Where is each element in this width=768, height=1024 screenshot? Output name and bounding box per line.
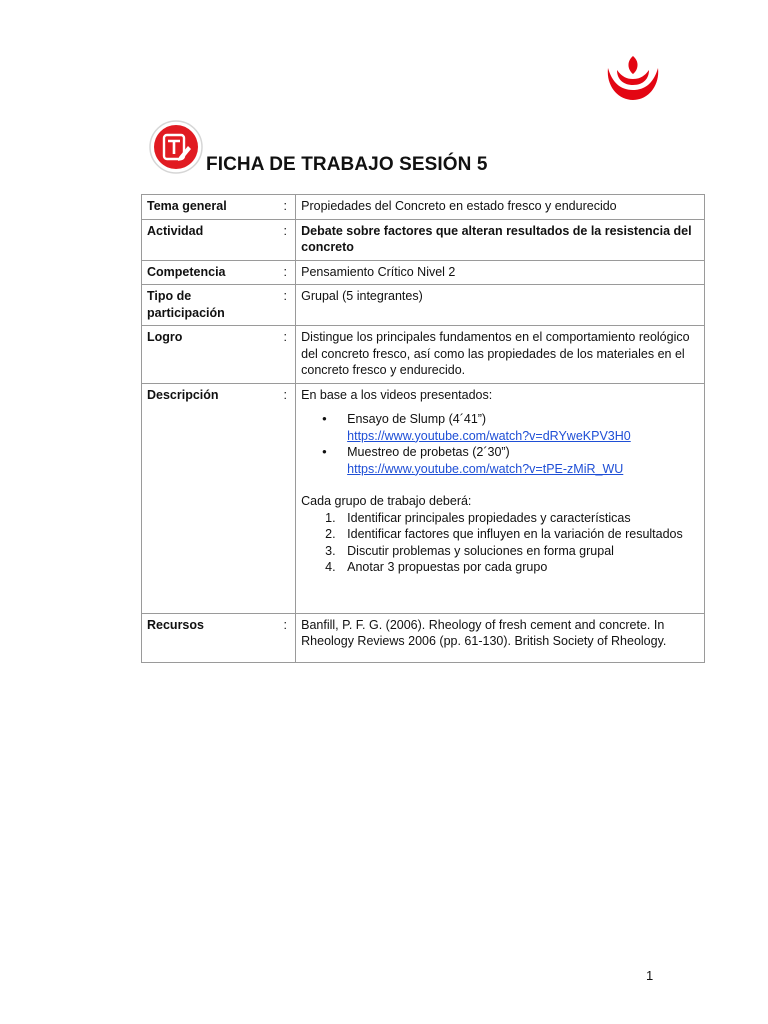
row-separator: : <box>275 260 295 285</box>
step-number: 1. <box>325 510 336 525</box>
video-title: • Muestreo de probetas (2´30”) <box>347 445 510 459</box>
row-value: Distingue los principales fundamentos en el comportamiento reológico del concreto fresco, así como las propiedades de los materiales en el concreto fresco y endurecido. <box>296 326 705 384</box>
row-value: Propiedades del Concreto en estado fresco y endurecido <box>296 195 705 220</box>
row-separator: : <box>275 613 295 662</box>
row-value: Debate sobre factores que alteran resultados de la resistencia del concreto <box>296 219 705 260</box>
list-item <box>325 543 699 560</box>
row-value: Banfill, P. F. G. (2006). Rheology of fresh cement and concrete. In Rheology Reviews 2006 (pp. 61-130). British Society of Rheology. <box>296 613 705 662</box>
list-item <box>325 526 699 543</box>
row-label: Tipo de participación <box>142 285 276 326</box>
row-value: Pensamiento Crítico Nivel 2 <box>296 260 705 285</box>
row-label: Descripción <box>142 383 276 613</box>
info-table <box>141 194 705 663</box>
step-text: Anotar 3 propuestas por cada grupo <box>347 560 548 574</box>
row-separator: : <box>275 219 295 260</box>
row-label: Competencia <box>142 260 276 285</box>
video-list <box>301 411 699 477</box>
table-row-tipo <box>142 285 705 326</box>
table-row-tema <box>142 195 705 220</box>
list-item <box>347 411 699 444</box>
row-separator: : <box>275 195 295 220</box>
row-separator: : <box>275 326 295 384</box>
video-link[interactable]: https://www.youtube.com/watch?v=tPE-zMiR_WU <box>347 461 624 476</box>
step-number: 3. <box>325 543 336 558</box>
group-intro: Cada grupo de trabajo deberá: <box>301 494 472 508</box>
video-title: • Ensayo de Slump (4´41”) <box>347 412 487 426</box>
description-cell <box>296 383 705 613</box>
table-row-actividad <box>142 219 705 260</box>
steps-list <box>301 510 699 576</box>
step-number: 4. <box>325 560 336 574</box>
table-row-competencia <box>142 260 705 285</box>
description-intro: En base a los videos presentados: <box>301 387 493 402</box>
step-number: 2. <box>325 527 336 541</box>
list-item <box>347 444 699 477</box>
step-text: Discutir problemas y soluciones en forma grupal <box>347 543 614 558</box>
row-value: Grupal (5 integrantes) <box>296 285 705 326</box>
upc-flame-logo-icon <box>604 52 662 104</box>
row-separator: : <box>275 383 295 613</box>
row-label: Tema general <box>142 195 276 220</box>
list-item <box>325 510 699 527</box>
step-text: Identificar principales propiedades y características <box>347 510 631 525</box>
row-separator: : <box>275 285 295 326</box>
row-label: Recursos <box>142 613 276 662</box>
list-item <box>325 559 699 576</box>
table-row-logro <box>142 326 705 384</box>
step-text: Identificar factores que influyen en la variación de resultados <box>347 527 683 541</box>
page-title: FICHA DE TRABAJO SESIÓN 5 <box>206 154 488 175</box>
row-label: Logro <box>142 326 276 384</box>
page-number: 1 <box>646 968 654 983</box>
video-link[interactable]: https://www.youtube.com/watch?v=dRYweKPV3H0 <box>347 428 631 443</box>
table-row-recursos <box>142 613 705 662</box>
table-row-descripcion <box>142 383 705 613</box>
task-pencil-badge-icon <box>146 120 206 174</box>
row-label: Actividad <box>142 219 276 260</box>
